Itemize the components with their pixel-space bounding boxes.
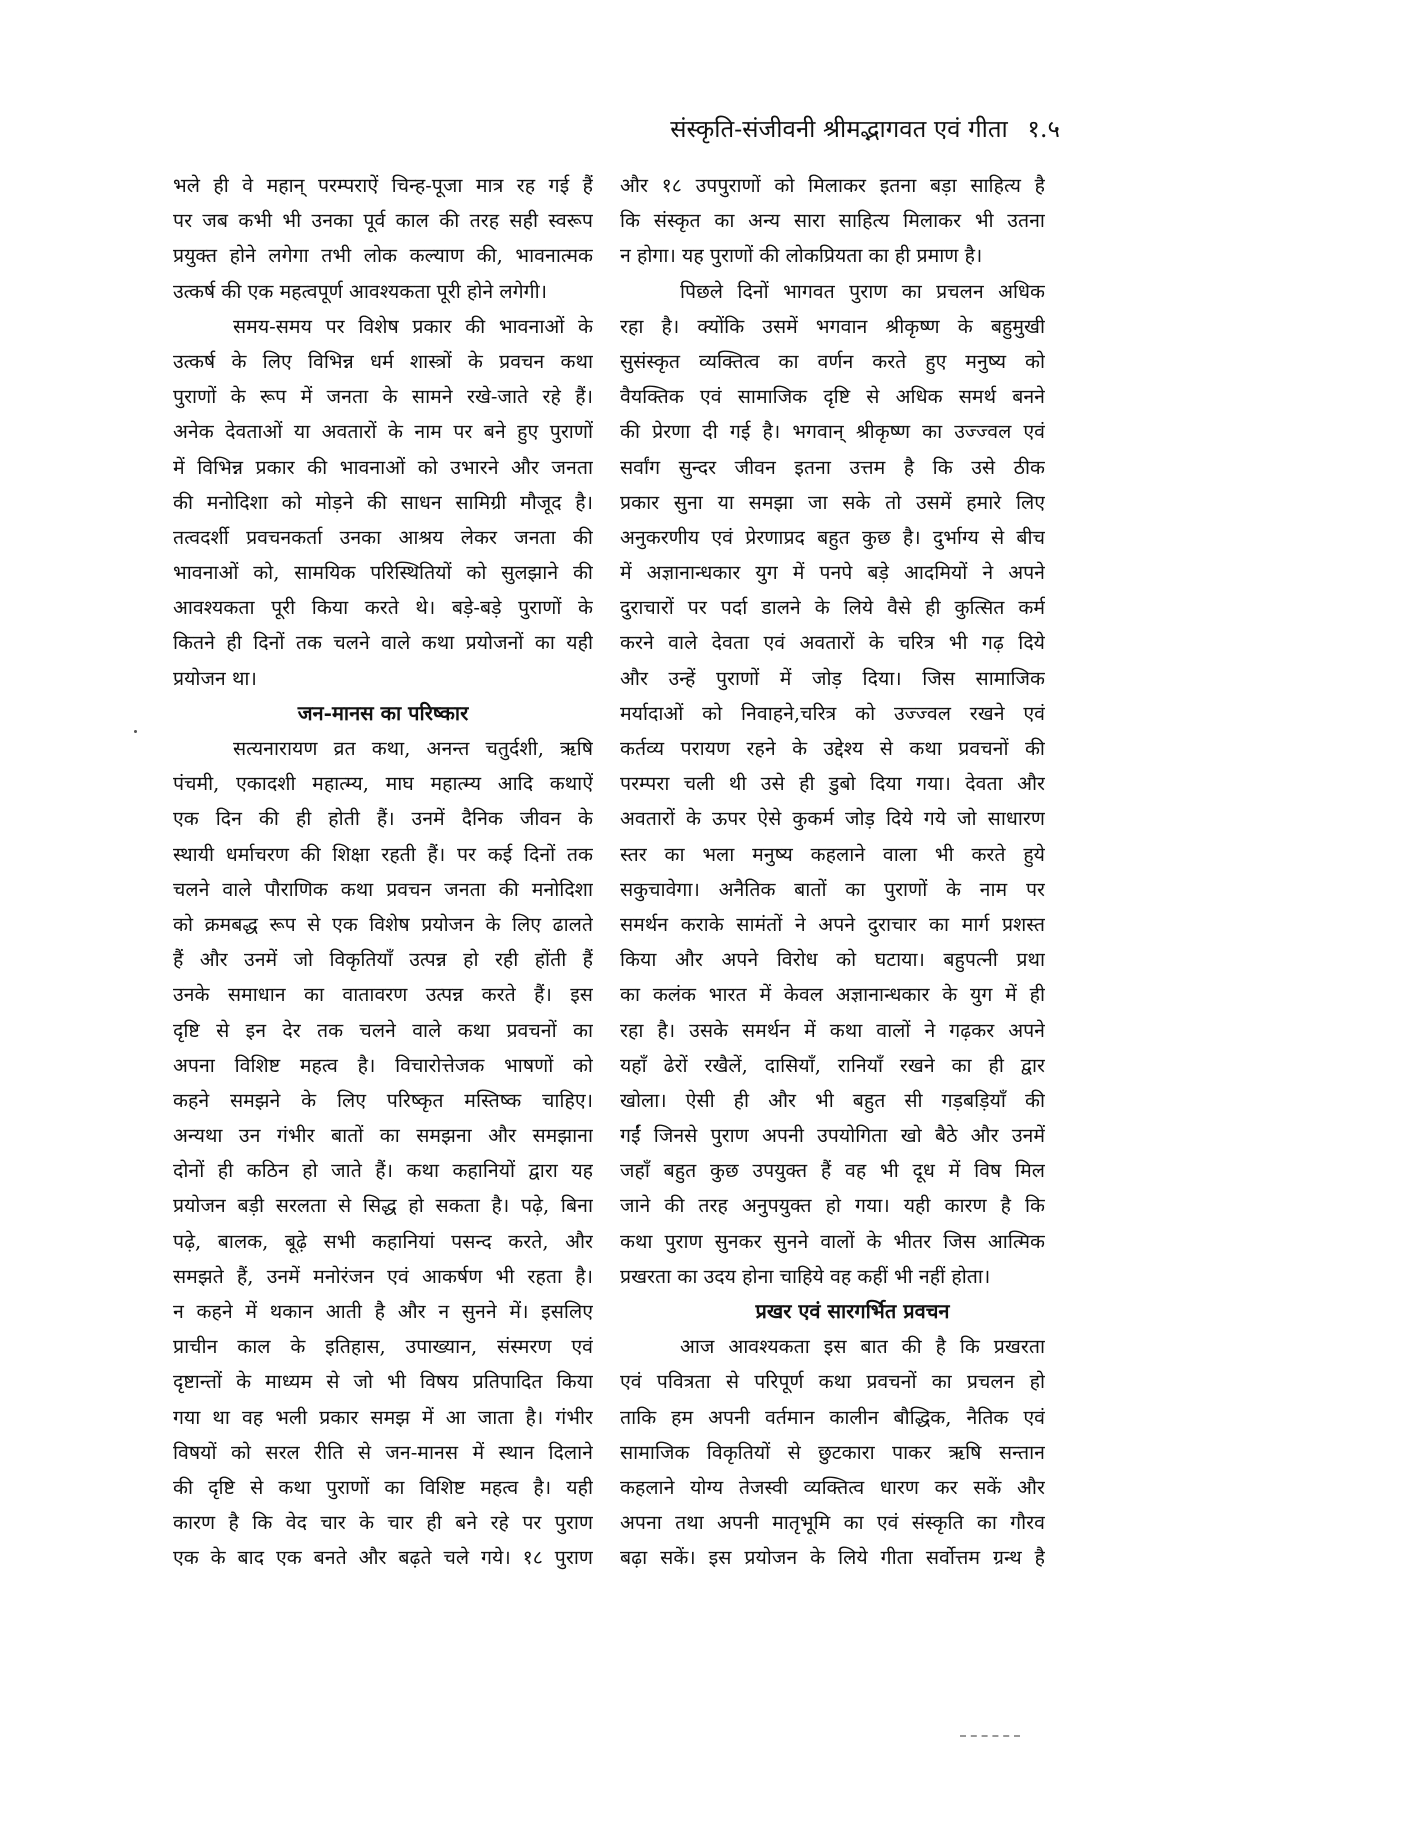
text-line: पिछले दिनों भागवत पुराण का प्रचलन अधिक [680,279,1045,303]
text-line: पुराणों के रूप में जनता के सामने रखे-जाते रहे हैं। [173,385,593,409]
section-heading: जन-मानस का परिष्कार [297,700,469,725]
right-column [620,168,1045,1576]
text-line: वैयक्तिक एवं सामाजिक दृष्टि से अधिक समर्थ बनने [620,385,1045,409]
text-line: कि संस्कृत का अन्य सारा साहित्य मिलाकर भी उतना [620,209,1045,233]
text-line: मर्यादाओं को निवाहने,चरित्र को उज्ज्वल रखने एवं [620,701,1045,725]
text-line: पढ़े, बालक, बूढ़े सभी कहानियां पसन्द करते, और [173,1229,593,1253]
text-line: प्रखरता का उदय होना चाहिये वह कहीं भी नहीं होता। [620,1264,991,1288]
text-line: समय-समय पर विशेष प्रकार की भावनाओं के [233,314,593,338]
text-line: कारण है कि वेद चार के चार ही बने रहे पर पुराण [173,1511,593,1535]
text-line: गया था वह भली प्रकार समझ में आ जाता है। गंभीर [173,1405,593,1429]
text-line: कहने समझने के लिए परिष्कृत मस्तिष्क चाहिए। [173,1088,593,1112]
text-line: कितने ही दिनों तक चलने वाले कथा प्रयोजनों का यही [173,631,593,655]
text-line: रहा है। उसके समर्थन में कथा वालों ने गढ़कर अपने [620,1018,1045,1042]
text-line: परम्परा चली थी उसे ही डुबो दिया गया। देवता और [620,772,1045,796]
text-line: समर्थन कराके सामंतों ने अपने दुराचार का मार्ग प्रशस्त [620,912,1045,936]
text-line: में विभिन्न प्रकार की भावनाओं को उभारने और जनता [173,455,593,479]
text-line: अपना तथा अपनी मातृभूमि का एवं संस्कृति का गौरव [620,1511,1045,1535]
text-line: उत्कर्ष की एक महत्वपूर्ण आवश्यकता पूरी होने लगेगी। [173,279,548,303]
text-line: की दृष्टि से कथा पुराणों का विशिष्ट महत्व है। यही [173,1475,593,1499]
scan-speck [134,730,137,733]
text-line: आज आवश्यकता इस बात की है कि प्रखरता [680,1335,1045,1359]
text-line: पर जब कभी भी उनका पूर्व काल की तरह सही स्वरूप [173,209,593,233]
text-line: कर्तव्य परायण रहने के उद्देश्य से कथा प्रवचनों की [620,737,1045,760]
text-line: सर्वांग सुन्दर जीवन इतना उत्तम है कि उसे ठीक [620,455,1045,479]
text-line: प्रकार सुना या समझा जा सके तो उसमें हमारे लिए [620,490,1045,514]
text-line: को क्रमबद्ध रूप से एक विशेष प्रयोजन के लिए ढालते [173,912,593,936]
text-line: पंचमी, एकादशी महात्म्य, माघ महात्म्य आदि कथाऐं [173,772,593,796]
text-line: में अज्ञानान्धकार युग में पनपे बड़े आदमियों ने अपने [620,561,1045,585]
text-line: और १८ उपपुराणों को मिलाकर इतना बड़ा साहित्य है [620,174,1045,197]
left-column [173,168,593,1576]
text-line: उनके समाधान का वातावरण उत्पन्न करते हैं। इस [173,983,593,1007]
text-line: भले ही वे महान् परम्पराऐं चिन्ह-पूजा मात्र रह गई हैं [173,174,593,197]
text-line: गईं जिनसे पुराण अपनी उपयोगिता खो बैठे और उनमें [620,1124,1045,1148]
text-line: बढ़ा सकें। इस प्रयोजन के लिये गीता सर्वोत्तम ग्रन्थ है [620,1546,1045,1570]
text-line: स्थायी धर्माचरण की शिक्षा रहती हैं। पर कई दिनों तक [173,842,593,866]
text-line: ताकि हम अपनी वर्तमान कालीन बौद्धिक, नैतिक एवं [620,1405,1045,1429]
text-line: आवश्यकता पूरी किया करते थे। बड़े-बड़े पुराणों के [173,596,593,620]
text-line: रहा है। क्योंकि उसमें भगवान श्रीकृष्ण के बहुमुखी [620,314,1045,338]
page-number: १.५ [1027,115,1060,143]
text-line: एवं पवित्रता से परिपूर्ण कथा प्रवचनों का प्रचलन हो [620,1370,1045,1394]
text-line: जाने की तरह अनुपयुक्त हो गया। यही कारण है कि [620,1194,1045,1218]
text-line: खोला। ऐसी ही और भी बहुत सी गड़बड़ियाँ की [620,1088,1045,1112]
text-line: भावनाओं को, सामयिक परिस्थितियों को सुलझाने की [173,561,593,585]
text-line: अन्यथा उन गंभीर बातों का समझना और समझाना [173,1124,593,1148]
text-line: किया और अपने विरोध को घटाया। बहुपत्नी प्रथा [620,948,1045,972]
text-line: स्तर का भला मनुष्य कहलाने वाला भी करते हुये [620,842,1045,866]
text-line: एक के बाद एक बनते और बढ़ते चले गये। १८ पुराण [173,1546,593,1570]
text-line: जहाँ बहुत कुछ उपयुक्त हैं वह भी दूध में विष मिल [620,1159,1045,1183]
text-line: अनेक देवताओं या अवतारों के नाम पर बने हुए पुराणों [173,420,593,444]
text-line: समझते हैं, उनमें मनोरंजन एवं आकर्षण भी रहता है। [173,1264,593,1288]
text-line: हैं और उनमें जो विकृतियाँ उत्पन्न हो रही होंती हैं [173,948,593,972]
text-line: विषयों को सरल रीति से जन-मानस में स्थान दिलाने [173,1440,593,1464]
text-line: प्राचीन काल के इतिहास, उपाख्यान, संस्मरण एवं [173,1335,593,1359]
text-line: प्रयुक्त होने लगेगा तभी लोक कल्याण की, भावनात्मक [173,244,593,268]
section-heading: प्रखर एवं सारगर्भित प्रवचन [755,1299,950,1323]
text-line: एक दिन की ही होती हैं। उनमें दैनिक जीवन के [173,807,593,831]
text-line: दृष्टान्तों के माध्यम से जो भी विषय प्रतिपादित किया [173,1370,593,1394]
text-line: सकुचावेगा। अनैतिक बातों का पुराणों के नाम पर [620,877,1045,901]
text-line: चलने वाले पौराणिक कथा प्रवचन जनता की मनोदिशा [173,877,593,901]
text-line: करने वाले देवता एवं अवतारों के चरित्र भी गढ़ दिये [620,631,1045,655]
text-line: दृष्टि से इन देर तक चलने वाले कथा प्रवचनों का [173,1018,593,1042]
text-line: तत्वदर्शी प्रवचनकर्ता उनका आश्रय लेकर जनता की [173,525,593,549]
text-line: कथा पुराण सुनकर सुनने वालों के भीतर जिस आत्मिक [620,1229,1045,1253]
text-line: दोनों ही कठिन हो जाते हैं। कथा कहानियों द्वारा यह [173,1159,593,1183]
text-line: की प्रेरणा दी गई है। भगवान् श्रीकृष्ण का उज्ज्वल एवं [620,420,1045,444]
text-line: सुसंस्कृत व्यक्तित्व का वर्णन करते हुए मनुष्य को [620,349,1045,373]
text-line: अपना विशिष्ट महत्व है। विचारोत्तेजक भाषणों को [173,1053,593,1077]
text-line: कहलाने योग्य तेजस्वी व्यक्तित्व धारण कर सकें और [620,1475,1045,1499]
text-line: अनुकरणीय एवं प्रेरणाप्रद बहुत कुछ है। दुर्भाग्य से बीच [620,525,1045,549]
text-line: प्रयोजन बड़ी सरलता से सिद्ध हो सकता है। पढ़े, बिना [173,1194,593,1218]
text-line: सत्यनारायण व्रत कथा, अनन्त चतुर्दशी, ऋषि [233,737,593,760]
text-line: और उन्हें पुराणों में जोड़ दिया। जिस सामाजिक [620,666,1045,690]
text-line: की मनोदिशा को मोड़ने की साधन सामिग्री मौजूद है। [173,490,593,514]
text-line: दुराचारों पर पर्दा डालने के लिये वैसे ही कुत्सित कर्म [620,596,1045,620]
running-title: संस्कृति-संजीवनी श्रीमद्भागवत एवं गीता [670,115,1008,143]
text-line: प्रयोजन था। [173,666,257,690]
text-line: न होगा। यह पुराणों की लोकप्रियता का ही प्रमाण है। [620,244,983,268]
text-line: सामाजिक विकृतियों से छुटकारा पाकर ऋषि सन्तान [620,1440,1045,1464]
running-header [640,112,1060,148]
text-line: का कलंक भारत में केवल अज्ञानान्धकार के युग में ही [620,983,1045,1007]
text-line: न कहने में थकान आती है और न सुनने में। इसलिए [173,1300,593,1323]
text-line: अवतारों के ऊपर ऐसे कुकर्म जोड़ दिये गये जो साधारण [620,807,1045,831]
text-line: यहाँ ढेरों रखैलें, दासियाँ, रानियाँ रखने का ही द्वार [620,1053,1045,1077]
scan-footer-marks [960,1735,1020,1740]
text-line: उत्कर्ष के लिए विभिन्न धर्म शास्त्रों के प्रवचन कथा [173,349,593,373]
